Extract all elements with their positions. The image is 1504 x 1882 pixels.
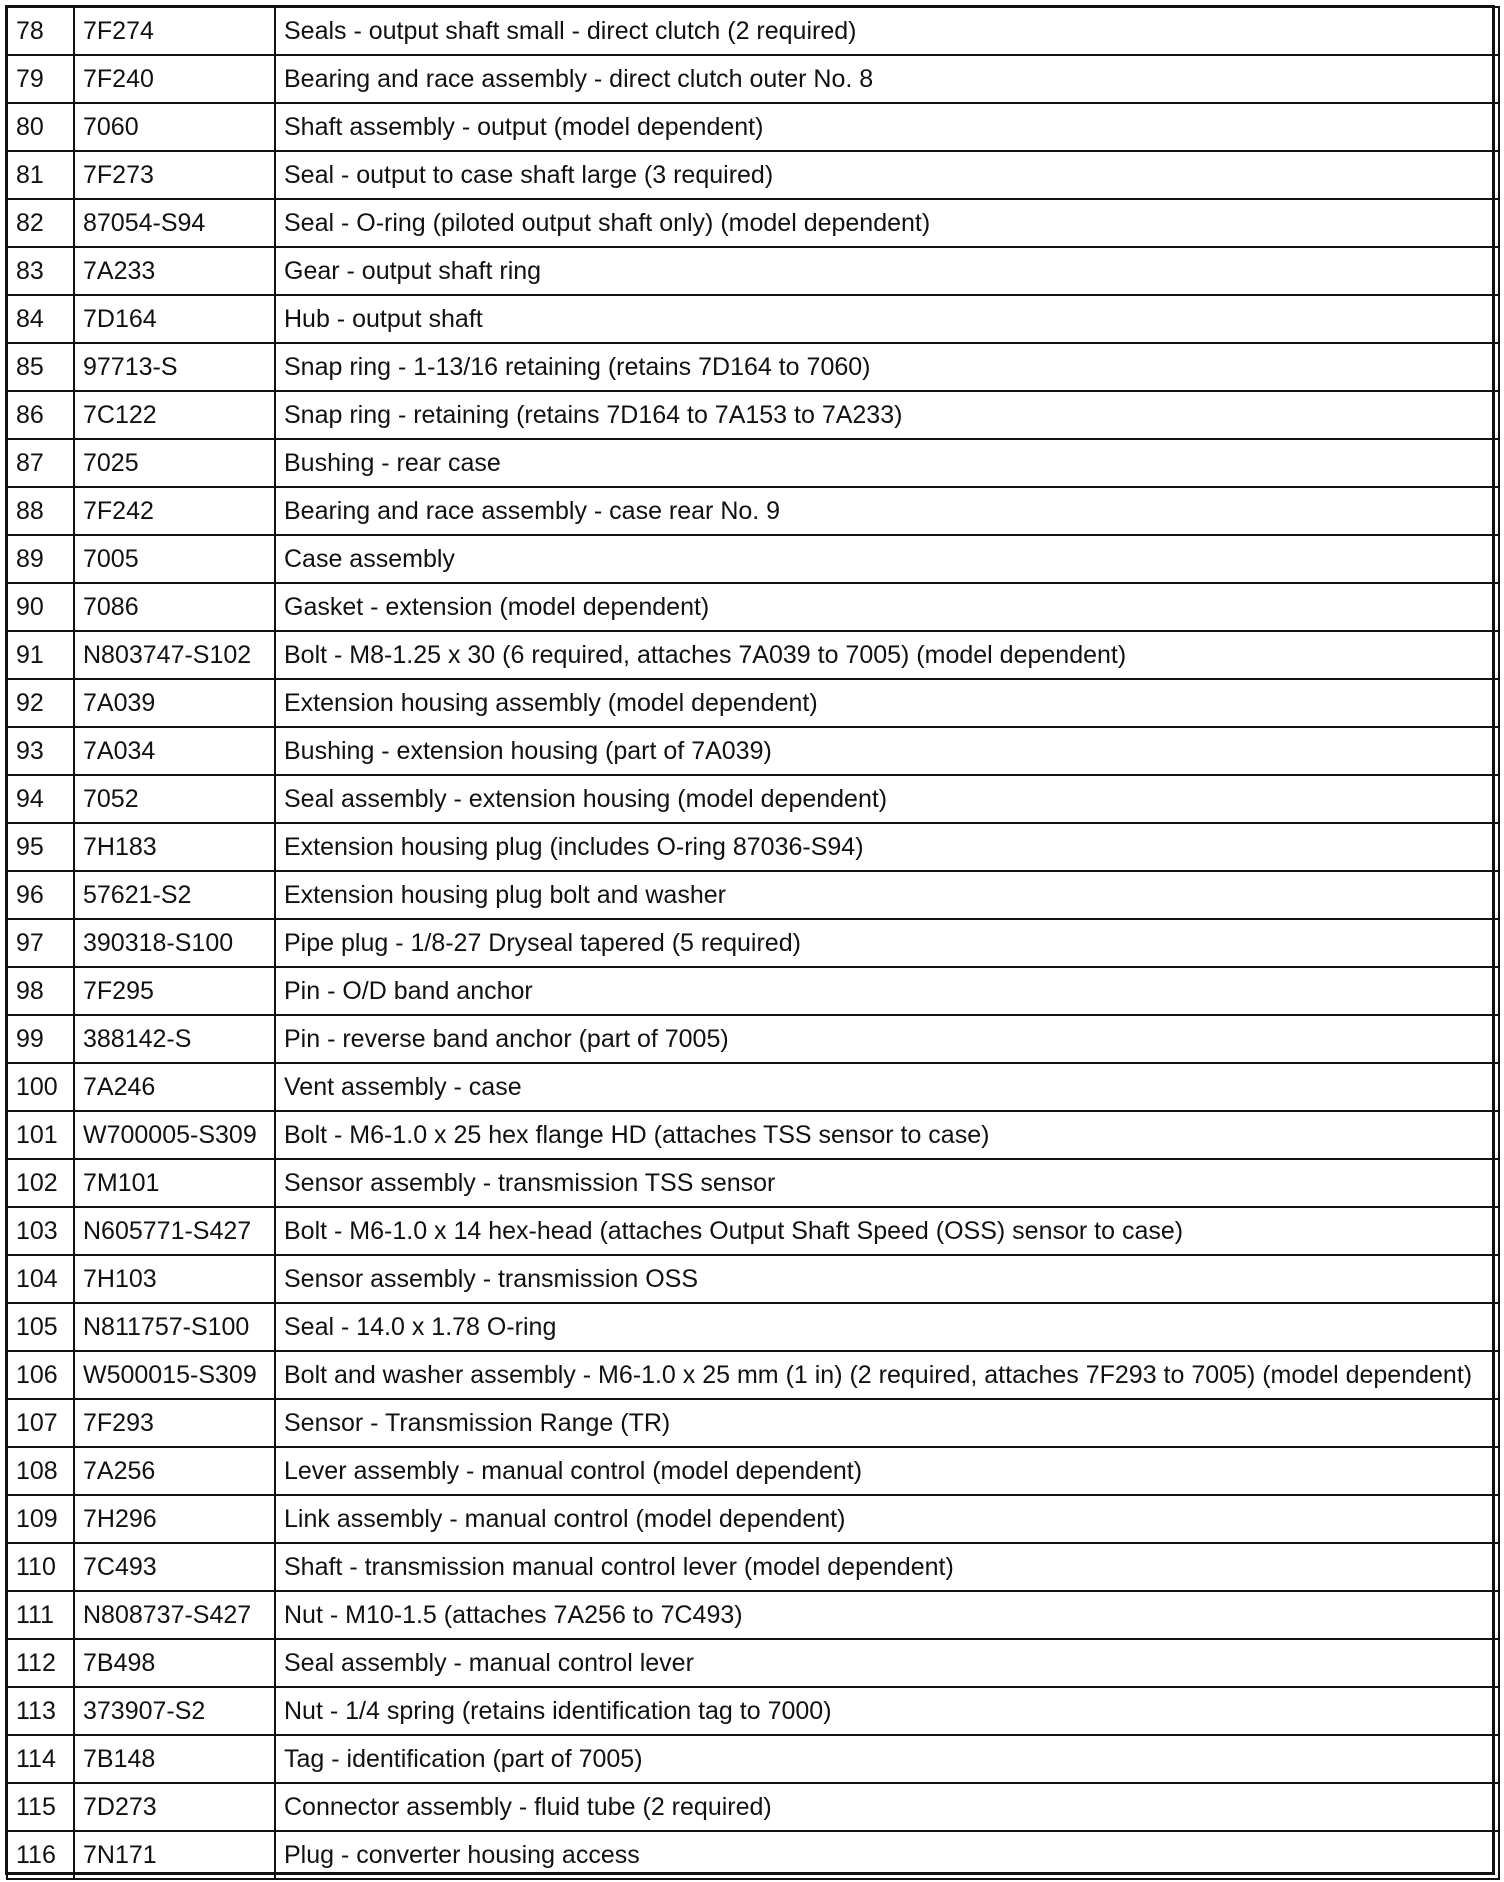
part-number-cell: 7F274	[74, 7, 275, 55]
part-number-cell: N803747-S102	[74, 631, 275, 679]
part-number-cell: 7060	[74, 103, 275, 151]
part-number-cell: 7B148	[74, 1735, 275, 1783]
item-number-cell: 78	[7, 7, 74, 55]
description-cell: Seal assembly - extension housing (model dependent)	[275, 775, 1499, 823]
table-row	[7, 727, 1499, 775]
table-row	[7, 1687, 1499, 1735]
description-cell: Seal - 14.0 x 1.78 O-ring	[275, 1303, 1499, 1351]
part-number-cell: 7F295	[74, 967, 275, 1015]
table-row	[7, 583, 1499, 631]
table-row	[7, 7, 1499, 55]
item-number-cell: 89	[7, 535, 74, 583]
item-number-cell: 108	[7, 1447, 74, 1495]
item-number-cell: 114	[7, 1735, 74, 1783]
part-number-cell: 97713-S	[74, 343, 275, 391]
item-number-cell: 84	[7, 295, 74, 343]
table-row	[7, 1351, 1499, 1399]
description-cell: Plug - converter housing access	[275, 1831, 1499, 1879]
description-cell: Extension housing plug (includes O-ring 87036-S94)	[275, 823, 1499, 871]
table-row	[7, 1447, 1499, 1495]
description-cell: Tag - identification (part of 7005)	[275, 1735, 1499, 1783]
description-cell: Snap ring - 1-13/16 retaining (retains 7D164 to 7060)	[275, 343, 1499, 391]
description-cell: Lever assembly - manual control (model dependent)	[275, 1447, 1499, 1495]
description-cell: Extension housing plug bolt and washer	[275, 871, 1499, 919]
description-cell: Pipe plug - 1/8-27 Dryseal tapered (5 required)	[275, 919, 1499, 967]
part-number-cell: N808737-S427	[74, 1591, 275, 1639]
item-number-cell: 101	[7, 1111, 74, 1159]
description-cell: Case assembly	[275, 535, 1499, 583]
table-row	[7, 391, 1499, 439]
item-number-cell: 80	[7, 103, 74, 151]
part-number-cell: 7D164	[74, 295, 275, 343]
item-number-cell: 83	[7, 247, 74, 295]
table-row	[7, 919, 1499, 967]
item-number-cell: 82	[7, 199, 74, 247]
table-row	[7, 1207, 1499, 1255]
table-row	[7, 1639, 1499, 1687]
item-number-cell: 95	[7, 823, 74, 871]
item-number-cell: 97	[7, 919, 74, 967]
item-number-cell: 99	[7, 1015, 74, 1063]
description-cell: Pin - O/D band anchor	[275, 967, 1499, 1015]
table-row	[7, 439, 1499, 487]
part-number-cell: 7B498	[74, 1639, 275, 1687]
parts-table-body	[7, 7, 1499, 1879]
table-row	[7, 1303, 1499, 1351]
part-number-cell: 87054-S94	[74, 199, 275, 247]
item-number-cell: 103	[7, 1207, 74, 1255]
part-number-cell: 7D273	[74, 1783, 275, 1831]
part-number-cell: N811757-S100	[74, 1303, 275, 1351]
part-number-cell: 7H296	[74, 1495, 275, 1543]
table-row	[7, 1159, 1499, 1207]
part-number-cell: 7A246	[74, 1063, 275, 1111]
part-number-cell: 7A233	[74, 247, 275, 295]
item-number-cell: 94	[7, 775, 74, 823]
description-cell: Pin - reverse band anchor (part of 7005)	[275, 1015, 1499, 1063]
part-number-cell: 7A039	[74, 679, 275, 727]
item-number-cell: 102	[7, 1159, 74, 1207]
description-cell: Sensor - Transmission Range (TR)	[275, 1399, 1499, 1447]
description-cell: Gear - output shaft ring	[275, 247, 1499, 295]
description-cell: Vent assembly - case	[275, 1063, 1499, 1111]
part-number-cell: 57621-S2	[74, 871, 275, 919]
item-number-cell: 88	[7, 487, 74, 535]
part-number-cell: 7N171	[74, 1831, 275, 1879]
item-number-cell: 111	[7, 1591, 74, 1639]
description-cell: Snap ring - retaining (retains 7D164 to 7A153 to 7A233)	[275, 391, 1499, 439]
table-row	[7, 1255, 1499, 1303]
description-cell: Sensor assembly - transmission OSS	[275, 1255, 1499, 1303]
part-number-cell: 7F240	[74, 55, 275, 103]
description-cell: Bushing - rear case	[275, 439, 1499, 487]
table-row	[7, 823, 1499, 871]
part-number-cell: 7C493	[74, 1543, 275, 1591]
part-number-cell: 7052	[74, 775, 275, 823]
table-row	[7, 247, 1499, 295]
part-number-cell: 7005	[74, 535, 275, 583]
item-number-cell: 79	[7, 55, 74, 103]
part-number-cell: 7F273	[74, 151, 275, 199]
description-cell: Seal - output to case shaft large (3 required)	[275, 151, 1499, 199]
table-row	[7, 1495, 1499, 1543]
part-number-cell: 7H103	[74, 1255, 275, 1303]
part-number-cell: 7F242	[74, 487, 275, 535]
description-cell: Connector assembly - fluid tube (2 required)	[275, 1783, 1499, 1831]
table-row	[7, 151, 1499, 199]
part-number-cell: N605771-S427	[74, 1207, 275, 1255]
item-number-cell: 81	[7, 151, 74, 199]
item-number-cell: 91	[7, 631, 74, 679]
item-number-cell: 115	[7, 1783, 74, 1831]
item-number-cell: 85	[7, 343, 74, 391]
description-cell: Bolt - M6-1.0 x 25 hex flange HD (attaches TSS sensor to case)	[275, 1111, 1499, 1159]
item-number-cell: 106	[7, 1351, 74, 1399]
item-number-cell: 87	[7, 439, 74, 487]
description-cell: Shaft - transmission manual control lever (model dependent)	[275, 1543, 1499, 1591]
item-number-cell: 96	[7, 871, 74, 919]
description-cell: Sensor assembly - transmission TSS sensor	[275, 1159, 1499, 1207]
table-row	[7, 1831, 1499, 1879]
description-cell: Nut - 1/4 spring (retains identification tag to 7000)	[275, 1687, 1499, 1735]
description-cell: Gasket - extension (model dependent)	[275, 583, 1499, 631]
table-row	[7, 1111, 1499, 1159]
part-number-cell: W700005-S309	[74, 1111, 275, 1159]
item-number-cell: 92	[7, 679, 74, 727]
table-row	[7, 487, 1499, 535]
item-number-cell: 105	[7, 1303, 74, 1351]
part-number-cell: 7A256	[74, 1447, 275, 1495]
part-number-cell: 7A034	[74, 727, 275, 775]
part-number-cell: W500015-S309	[74, 1351, 275, 1399]
description-cell: Seal assembly - manual control lever	[275, 1639, 1499, 1687]
table-row	[7, 967, 1499, 1015]
description-cell: Bearing and race assembly - direct clutch outer No. 8	[275, 55, 1499, 103]
part-number-cell: 7F293	[74, 1399, 275, 1447]
item-number-cell: 90	[7, 583, 74, 631]
table-row	[7, 1399, 1499, 1447]
part-number-cell: 390318-S100	[74, 919, 275, 967]
part-number-cell: 7086	[74, 583, 275, 631]
part-number-cell: 7025	[74, 439, 275, 487]
description-cell: Seal - O-ring (piloted output shaft only) (model dependent)	[275, 199, 1499, 247]
table-row	[7, 775, 1499, 823]
item-number-cell: 86	[7, 391, 74, 439]
description-cell: Shaft assembly - output (model dependent)	[275, 103, 1499, 151]
table-row	[7, 535, 1499, 583]
table-row	[7, 1015, 1499, 1063]
part-number-cell: 373907-S2	[74, 1687, 275, 1735]
description-cell: Extension housing assembly (model dependent)	[275, 679, 1499, 727]
table-row	[7, 1735, 1499, 1783]
description-cell: Nut - M10-1.5 (attaches 7A256 to 7C493)	[275, 1591, 1499, 1639]
table-row	[7, 1591, 1499, 1639]
item-number-cell: 112	[7, 1639, 74, 1687]
item-number-cell: 107	[7, 1399, 74, 1447]
table-row	[7, 631, 1499, 679]
table-row	[7, 871, 1499, 919]
item-number-cell: 93	[7, 727, 74, 775]
description-cell: Link assembly - manual control (model dependent)	[275, 1495, 1499, 1543]
description-cell: Bolt and washer assembly - M6-1.0 x 25 mm (1 in) (2 required, attaches 7F293 to 7005) (model dependent)	[275, 1351, 1499, 1399]
table-row	[7, 103, 1499, 151]
description-cell: Bearing and race assembly - case rear No. 9	[275, 487, 1499, 535]
description-cell: Hub - output shaft	[275, 295, 1499, 343]
table-row	[7, 1783, 1499, 1831]
table-row	[7, 1063, 1499, 1111]
part-number-cell: 7H183	[74, 823, 275, 871]
table-row	[7, 1543, 1499, 1591]
item-number-cell: 113	[7, 1687, 74, 1735]
part-number-cell: 7M101	[74, 1159, 275, 1207]
description-cell: Bolt - M8-1.25 x 30 (6 required, attaches 7A039 to 7005) (model dependent)	[275, 631, 1499, 679]
item-number-cell: 104	[7, 1255, 74, 1303]
table-row	[7, 199, 1499, 247]
table-row	[7, 343, 1499, 391]
parts-table	[6, 6, 1500, 1880]
item-number-cell: 110	[7, 1543, 74, 1591]
description-cell: Bushing - extension housing (part of 7A039)	[275, 727, 1499, 775]
description-cell: Bolt - M6-1.0 x 14 hex-head (attaches Output Shaft Speed (OSS) sensor to case)	[275, 1207, 1499, 1255]
item-number-cell: 109	[7, 1495, 74, 1543]
table-row	[7, 295, 1499, 343]
item-number-cell: 98	[7, 967, 74, 1015]
table-row	[7, 55, 1499, 103]
description-cell: Seals - output shaft small - direct clutch (2 required)	[275, 7, 1499, 55]
part-number-cell: 388142-S	[74, 1015, 275, 1063]
table-row	[7, 679, 1499, 727]
item-number-cell: 116	[7, 1831, 74, 1879]
item-number-cell: 100	[7, 1063, 74, 1111]
part-number-cell: 7C122	[74, 391, 275, 439]
